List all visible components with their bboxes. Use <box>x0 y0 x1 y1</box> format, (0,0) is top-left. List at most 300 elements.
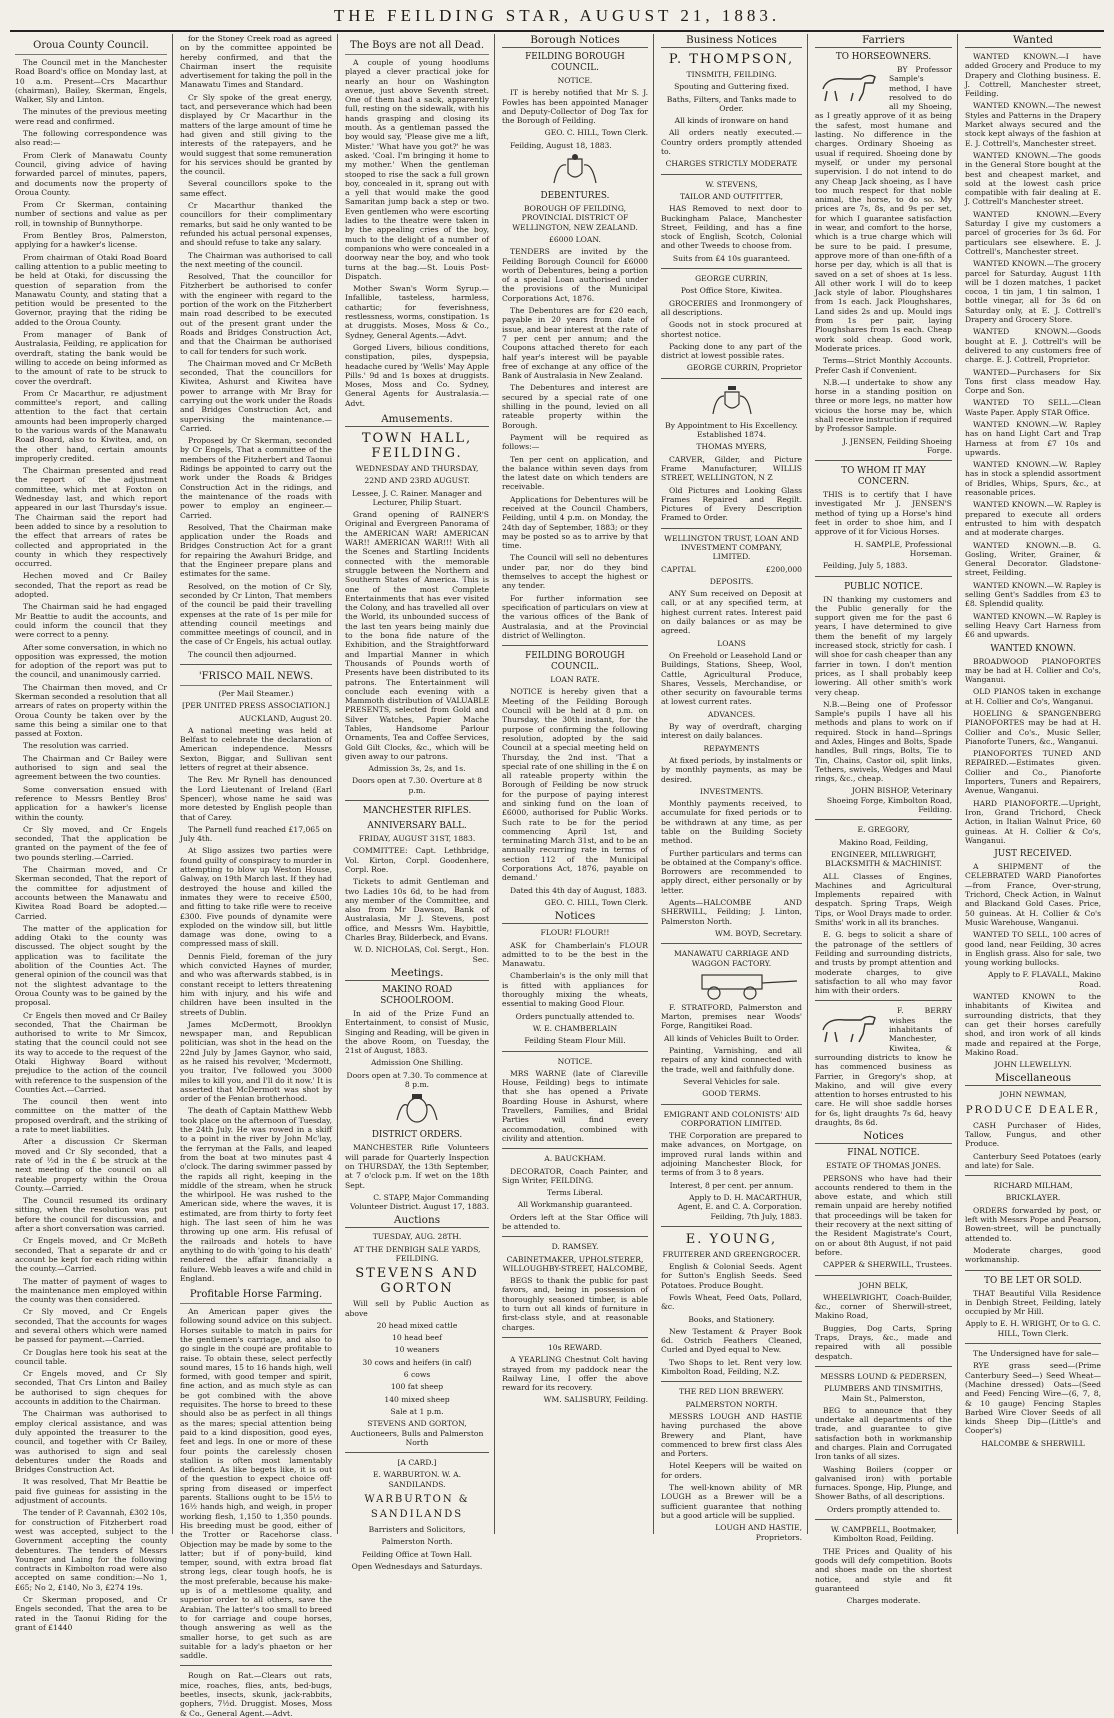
notice-label: NOTICE. <box>557 1056 593 1066</box>
advert-text: The well-known ability of MR LOUGH as a Brewer will be a sufficient guarantee that nothing but a good article will be supplied. <box>661 1483 802 1520</box>
section-label: INVESTMENTS. <box>699 786 764 796</box>
article-body <box>180 1307 332 1660</box>
signature: GEO. C. HILL, Town Clerk. <box>544 128 648 138</box>
advert-text: Agents—HALCOMBE AND SHERWILL, Feilding; J. Linton, Palmerston North. <box>661 898 802 926</box>
advert-text: ANY Sum received on Deposit at call, or at any specified term, at highest current rates. Interest paid on daily balances or as may be agreed. <box>661 589 802 636</box>
paragraph: From Cr Skerman, containing number of sections and value as per roll, in township of Bunnythorpe. <box>15 200 167 228</box>
article-title: Oroua County Council. <box>15 40 167 55</box>
advert-title: 10s REWARD. <box>547 1342 603 1352</box>
advert-text: Buggies, Dog Carts, Spring Traps, Drays, &c., made and repaired with all possible despatch. <box>815 1323 952 1361</box>
signature: CAPPER & SHERWILL, Trustees. <box>823 1260 952 1270</box>
advert-text: OLD PIANOS taken in exchange at H. Collier and Co's, Wanganui. <box>965 687 1101 706</box>
advert-text: Canterbury Seed Potatoes (early and late) for Sale. <box>965 1151 1101 1170</box>
dateline: Feilding, August 18, 1883. <box>510 140 612 150</box>
wanted-ad: WANTED KNOWN.—The goods in the General Store bought at the best and cheapest market, and sold at the lowest cash price compatible with fair dealing at E. J. Cottrell's Manchester street. <box>965 150 1101 207</box>
article-body <box>345 58 489 408</box>
article-body <box>15 58 167 1632</box>
paragraph: After some conversation, in which no opposition was expressed, the motion for adoption of the report was put to the council, and unanimously carried. <box>15 642 167 680</box>
signature: JOHN LLEWELLYN. <box>994 1060 1072 1070</box>
signature: GEORGE CURRIN, Proprietor <box>686 363 802 373</box>
advert-text: N.B.—I undertake to show any horse in a standing position on three or more legs, no matter how vicious the horse may be, which shall receive instruction if required by Professor Sample. <box>815 377 952 434</box>
advert-text: A SHIPMENT of the CELEBRATED WARD Pianofortes—from France, Over-strung, Trichord, Check Action, in Walnut and Blackand Gold Cases. Price, 50 guineas. At H. Collier & Co's Music Warehouse, Wanganui. <box>965 862 1101 927</box>
advert-text: Several Vehicles for sale. <box>683 1076 780 1086</box>
advert-subtitle: BOROUGH OF FEILDING, PROVINCIAL DISTRICT OF WELLINGTON, NEW ZEALAND. <box>512 204 638 232</box>
advert-text: WHEELWRIGHT, Coach-Builder, &c., corner of Sherwill-street, Makino Road, <box>815 1292 952 1321</box>
advert-subtitle: PRODUCE DEALER, <box>965 1104 1101 1116</box>
paragraph: From chairman of Otaki Road Board calling attention to a public meeting to be held at Otaki, for discussing the question of separation from the Manawatu County, and stating that a petition would be presented to the Governor, praying that the riding be added to the Oroua County. <box>15 252 167 327</box>
paragraph: At Sligo assizes two parties were found guilty of conspiracy to murder in attempting to blow up Weston House, Galway, on 19th March last. If they had destroyed the house and killed the inmates they were to receive £500, and fitting to take rifle were to receive £300. Five pounds of dynamite were exploded on the window sill, but little damage was done, owing to a compressed mass of skill. <box>180 846 332 949</box>
advert-text: THIS is to certify that I have investigated Mr J. JENSEN'S method of tying up a Horse's hind feet in order to shoe him, and I approve of it for Vicious Horses. <box>815 490 952 537</box>
advert-title: JOHN NEWMAN, <box>999 1090 1067 1100</box>
wanted-ad: WANTED KNOWN.—Goods bought at E. J. Cottrell's will be delivered to any customers free of charge. E. J. Cottrell, Proprietor. <box>965 327 1101 365</box>
paragraph: The Chairman was authorised to call the next meeting of the council. <box>180 250 332 269</box>
advert-text: Baths, Filters, and Tanks made to Order. <box>666 94 797 113</box>
paragraph: Cr Skerman proposed, and Cr Engels seconded, That the area to be rated in the Taonui Riding for the grant of £1440 <box>15 1595 167 1632</box>
signature: WM. SALISBURY, Feilding. <box>543 1395 648 1405</box>
dateline: AUCKLAND, August 20. <box>239 713 332 723</box>
advert-text: CASH Purchaser of Hides, Tallow, Fungus, and other Produce. <box>965 1120 1101 1149</box>
lot-item: 10 weaners <box>394 1345 440 1355</box>
event-days: WEDNESDAY AND THURSDAY, <box>355 463 479 473</box>
lot-item: 140 mixed sheep <box>384 1394 450 1404</box>
auctioneer-name: STEVENS AND GORTON <box>355 1266 479 1297</box>
advert-text: IN thanking my customers and the Public generally for the support given me for the past 6 years, I have determined to give them the benefit of my largely increased stock, strictly for cash. I will shoe for cash cheaper than any farrier in town. I don't mention prices, as I shall probably keep lowering. All other smith's work very cheap. <box>815 594 952 697</box>
advert-text: MESSRS LOUGH AND HASTIE having purchased the above Brewery and Plant, have commenced to brew first class Ales and Porters. <box>661 1411 802 1459</box>
advert-title: DISTRICT ORDERS. <box>371 1130 463 1141</box>
wanted-ad: WANTED KNOWN.—W. Rapley is selling Heavy Cart Harness from £6 and upwards. <box>965 611 1101 640</box>
coat-of-arms-icon <box>550 153 600 187</box>
advert-title: MAKINO ROAD SCHOOLROOM. <box>380 984 454 1006</box>
admission-line: Admission One Shilling. <box>370 1058 464 1068</box>
advert-text: Orders punctually attended to. <box>515 1011 635 1021</box>
carriage-icon <box>662 971 802 1001</box>
paragraph: The Debentures and interest are secured by a special rate of one shilling in the pound, levied on all rateable property within the Borough. <box>502 383 648 430</box>
paragraph: Some conversation ensued with reference to Messrs Bentley Bros' application for a hawker's license within the county. <box>15 784 167 822</box>
auction-venue: AT THE DENBIGH SALE YARDS, FEILDING. <box>353 1244 481 1263</box>
article-title: Profitable Horse Farming. <box>180 1289 332 1304</box>
sale-time: Sale at 1 p.m. <box>390 1406 444 1416</box>
capital-line <box>661 565 802 574</box>
paragraph: Cr Engels then moved and Cr Bailey seconded, That the Chairman be authorised to write to Mr Simcox, stating that the council could not see its way to accede to the request of the Otaki Highway Board without prejudice to the action of the council with reference to the suspension of the Counties Act.—Carried. <box>15 1010 167 1094</box>
advert-title: W. CAMPBELL, Bootmaker, Kimbolton Road, Feilding. <box>830 1525 937 1544</box>
paragraph: After a discussion Cr Skerman moved and Cr Sly seconded, that a rate of ½d in the £ be struck at the next meeting of the council on all rateable property within the Oroua County.—Carried. <box>15 1137 167 1193</box>
paragraph: A couple of young hoodlums played a clever practical joke for nearly an hour on Washington avenue, just above Seventh street. One of them had a sack, apparently full, resting on the sidewalk, with his hands grasping and closing its mouth. As a gentleman passed the boy would say, 'Please give me a lift, Mister.' 'What have you got?' he was asked. 'Coal. I'm bringing it home to my mother.' When the gentleman stooped to rise the sack a full grown boy, concealed in it, sprang out with a yell that would make the good Samaritan jump back a step or two. Even gentlemen who were escorting ladies to the theatre were taken in by the appealing cries of the boy, much to the delight of a number of companions who were concealed in a doorway near the boy, and who took turns at the bag.—St. Louis Post-Dispatch. <box>345 58 489 281</box>
advert-text: Goods not in stock procured at shortest notice. <box>661 320 802 339</box>
advert-text: Terms Liberal. <box>547 1188 603 1198</box>
advert-title: TO BE LET OR SOLD. <box>984 1275 1082 1286</box>
advert-text: Two Shops to let. Rent very low. Kimbolton Road, Feilding, N.Z. <box>661 1357 802 1377</box>
advert-subtitle: PALMERSTON NORTH. <box>685 1399 778 1409</box>
article-body <box>180 34 332 659</box>
paragraph: The council then adjourned. <box>188 649 297 659</box>
advert-text: IT is hereby notified that Mr S. J. Fowles has been appointed Manager and Deputy-Collector of Dog Tax for the Borough of Feilding. <box>502 88 648 126</box>
paragraph: The Debentures are for £20 each, payable in 20 years from date of issue, and bear interest at the rate of 7 per cent per annum; and the Coupons attached thereto for each half year's interest will be payable free of exchange at any office of the Bank of Australasia in New Zealand. <box>502 306 648 381</box>
paragraph: The matter of payment of wages to the maintenance men employed within the county was then considered. <box>15 1276 167 1305</box>
advert-text: WANTED TO SELL, 100 acres of good land, near Feilding, 30 acres in English grass. Also for sale, two young working bullocks. <box>965 930 1101 968</box>
advert-text: DECORATOR, Coach Painter, and Sign Writer, FEILDING. <box>502 1166 648 1185</box>
partner-names: E. WARBURTON. W. A. SANDILANDS. <box>372 1470 462 1489</box>
advert-text: RYE grass seed—(Prime Canterbury Seed—) Seed Wheat—(Machine dressed) Oats—(Seed and Feed) Fencing Wire—(6, 7, 8, & 10 gauge) Fencing Staples Barbed Wire Clover Seeds of all kinds Sheep Dip—(Little's and Cooper's) <box>965 1361 1101 1436</box>
advert-text: COMMITTEE: Capt. Lethbridge, Vol. Kirton, Corpl. Goodenhere, Corpl. Roe. <box>345 846 489 874</box>
advert-subtitle: CABINETMAKER, UPHOLSTERER, WILLOUGHBY-STREET, HALCOMBE, <box>502 1254 648 1273</box>
advert-text: Further particulars and terms can be obtained at the Company's office. Borrowers are recommended to apply direct, either personally or by letter. <box>661 848 802 895</box>
advert-title: EMIGRANT AND COLONISTS' AID CORPORATION LIMITED. <box>663 1109 800 1128</box>
advert-subtitle: PLUMBERS AND TINSMITHS, Main St., Palmerston, <box>824 1384 943 1403</box>
advert-text: Chamberlain's is the only mill that is fitted with appliances for thoroughly mixing the wheats, essential to making Good Flour. <box>502 971 648 1009</box>
advert-text: A YEARLING Chestnut Colt having strayed from my paddock near the Railway Line, I offer the above reward for its recovery. <box>502 1355 648 1393</box>
section-heading: Amusements. <box>345 413 489 427</box>
advert-title: WELLINGTON TRUST, LOAN AND INVESTMENT COMPANY, LIMITED. <box>664 533 799 562</box>
advert-text: All Workmanship guaranteed. <box>517 1200 633 1210</box>
advert-text: Rough on Rat.—Clears out rats, mice, roaches, flies, ants, bed-bugs, beetles, insects, skunk, jack-rabbits, gophers, 7½d. Druggist. Moses, Moss & Co., General Agent.—Advt. <box>180 1671 332 1718</box>
advert-text: Fowls Wheat, Feed Oats, Pollard, &c. <box>661 1292 802 1312</box>
subtitle: (Per Mail Steamer.) <box>218 689 294 698</box>
signature: HALCOMBE & SHERWILL <box>981 1438 1085 1448</box>
paragraph: The death of Captain Matthew Webb took place on the afternoon of Tuesday, the 24th July. He was rowed in a skiff to a point in the river by John Mc'lay, the ferryman at the Falls, and leaped from the boat at two minutes past 4 o'clock. The daring swimmer passed by the rapids all right, keeping in the middle of the stream, when he struck the whirlpool. He was rushed to the American side, where the waves, it is estimated, are from thirty to forty feet high. The last seen of him he was throwing up one arm. His refusal of the railroads and hotels to have anything to do with 'going to his death' rendered the affair financially a failure. Webb leaves a wife and child in England. <box>180 1106 332 1283</box>
paragraph: Resolved, That the Chairman make application under the Roads and Bridges Construction Act for a grant for repairing the Awahuri Bridge, and that the Engineer prepare plans and estimates for the same. <box>180 522 332 579</box>
advert-title: FEILDING BOROUGH COUNCIL. <box>525 651 625 673</box>
paragraph: The Council will sell no debentures under par, nor do they bind themselves to accept the highest or any tender. <box>502 553 648 591</box>
advert-subtitle: ESTATE OF THOMAS JONES. <box>826 1161 941 1171</box>
advert-text: All kinds of ironware on hand <box>674 116 789 126</box>
advert-subtitle: TINSMITH, FEILDING. <box>686 70 777 79</box>
paragraph: Cr Sly moved, and Cr Engels seconded, That the application be granted on the payment of the fee of two pounds sterling.—Carried. <box>15 824 167 862</box>
wanted-list <box>965 52 1101 640</box>
advert-subtitle: ENGINEER, MILLWRIGHT, BLACKSMITH & MACHINIST. <box>825 849 942 869</box>
advert-title: W. STEVENS, <box>705 179 758 189</box>
wanted-ad: WANTED KNOWN.—Every Saturday I give my customers a parcel of groceries for 3s 6d. For particulars see elsewhere. E. J. Cottrell's, Manchester street. <box>965 209 1101 256</box>
lot-list <box>345 1321 489 1404</box>
wanted-ad: WANTED KNOWN.—B. G. Gosling, Writer, Grainer, & General Decorator. Gladstone-street, Feilding. <box>965 540 1101 578</box>
paragraph: The Council resumed its ordinary sitting, when the resolution was put before the council for discussion, and after a short conversation was carried. <box>15 1196 167 1234</box>
paragraph: Applications for Debentures will be received at the Council Chambers, Feilding, until 4 p.m. on Monday, the 24th day of September, 1883; or they may be posted so as to arrive by that time. <box>502 494 648 551</box>
advert-title: PUBLIC NOTICE. <box>844 581 923 592</box>
signature: H. SAMPLE, Professional Horseman. <box>854 539 952 558</box>
paragraph: The resolution was carried. <box>23 741 129 751</box>
advert-text: Monthly payments received, to accumulate for fixed periods or to be withdrawn at any time, as per table on the Building Society method. <box>661 799 802 846</box>
paragraph: The Chairman said he had engaged Mr Beattie to audit the accounts, and could inform the council that they were correct to a penny. <box>15 602 167 640</box>
advert-text: Suits from £4 10s guaranteed. <box>672 253 791 263</box>
advert-text: HARD PIANOFORTE.—Upright, Iron, Grand Trichord, Check Action, in Italian Walnut Price, 60 guineas. At H. Collier & Co's, Wanganui. <box>965 798 1101 845</box>
notice-label: NOTICE. <box>557 76 593 85</box>
paragraph: The Chairman moved and Cr McBeth seconded, That the councillors for Kiwitea, Ashurst and Kiwitea have power to arrange with Mr Bray for carrying out the work under the Roads and Bridges Construction Act, and supervising the maintenance.—Carried. <box>180 358 332 433</box>
wanted-ad: WANTED KNOWN.—The newest Styles and Patterns in the Drapery Market always secured and the stock kept always of the fashion at E. J. Cottrell's, Manchester street. <box>965 101 1101 148</box>
advert-text: MANCHESTER Rifle Volunteers will parade for Quarterly Inspection on THURSDAY, the 13th September, at 7 o'clock p.m. If wet on the 18th Sept. <box>345 1143 489 1190</box>
event-date: FRIDAY, AUGUST 31ST, 1883. <box>358 834 476 844</box>
advert-text: NOTICE is hereby given that a Meeting of the Feilding Borough Council will be held at 8 p.m. on Thursday, the 30th instant, for the purpose of confirming the following resolution, adopted by the said Council at a special meeting held on Thursday, the 2nd inst. 'That a special rate of one shilling in the £ on all rateable property within the Borough of Feilding be now struck for the purpose of paying interest and sinking fund on the loan of £6000, authorised for Public Works. Such rate to be for the period commencing April 1st, and terminating March 31st, and to be an annually recurring rate in terms of section 112 of the Municipal Corporations Act, 1876, payable on demand.' <box>502 687 648 883</box>
paragraph: The Chairman and Cr Bailey were authorised to sign and seal the agreement between the two counties. <box>15 753 167 782</box>
advert-text: PIANOFORTES TUNED AND REPAIRED.—Estimates given. Collier and Co., Pianoforte Importers, Tuners and Repairers, Avenue, Wanganui. <box>965 749 1101 796</box>
section-heading: Miscellaneous <box>965 1072 1101 1086</box>
signature: Apply to F. FLAVALL, Makino Road. <box>988 970 1101 989</box>
advert-text: BROADWOOD PIANOFORTES may be had at H. Collier and Co's, Wanganui. <box>965 656 1101 685</box>
section-label: DEPOSITS. <box>709 576 754 586</box>
lot-item: 100 fat sheep <box>390 1382 444 1392</box>
section-heading: Business Notices <box>661 34 802 48</box>
paragraph: Mother Swan's Worm Syrup.—Infallible, tasteless, harmless, cathartic; for feverishness, restlessness, worms, constipation. 1s at druggists. Moses, Moss & Co., Sydney, General Agents.—Advt. <box>345 284 489 340</box>
advert-title: TO HORSEOWNERS. <box>835 52 932 62</box>
capital-value: £200,000 <box>765 564 802 574</box>
paragraph: The Chairman was authorised to employ clerical assistance, and was duly appointed the treasurer to the council, and together with Cr Bailey, was authorised to sign and seal debentures under the Roads and Bridges Construction Act. <box>15 1409 167 1475</box>
paragraph: Payment will be required as follows:— <box>502 432 648 452</box>
advert-text: THE Corporation are prepared to make advances, on Mortgage, on improved rural lands within and adjoining Manchester Block, for terms of from 3 to 8 years. <box>661 1131 802 1178</box>
venue-title: TOWN HALL, FEILDING. <box>361 430 473 461</box>
paragraph: Ten per cent on application, and the balance within seven days from the latest date on which tenders are receivable. <box>502 454 648 492</box>
advert-text: By way of overdraft, charging interest on daily balances. <box>661 722 802 741</box>
lot-item: 6 cows <box>403 1370 431 1380</box>
advert-text: Spouting and Guttering fixed. <box>674 82 789 92</box>
paragraph: The Chairman presented and read the report of the adjustment committee, which met at Foxton on Wednesday last, and which report appeared in our last Thursday's issue. The Chairman said the report had been added to since by a resolution to the effect that arrears of rates be collected and appropriated in the county in which they respectively occurred. <box>15 466 167 569</box>
section-label: REPAYMENTS <box>703 743 760 753</box>
wanted-ad: WANTED—Purchasers for Six Tons first class meadow Hay. Corpe and Son. <box>965 367 1101 396</box>
advert-text: On Freehold or Leasehold Land or Buildings, Stations, Sheep, Wool, Cattle, Agricultural Produce, Shares, Vessels, Merchandise, or other security on favourable terms at lowest current rates. <box>661 650 802 707</box>
paragraph: Cr Douglas here took his seat at the council table. <box>15 1347 167 1366</box>
advert-text: Tickets to admit Gentleman and two Ladies 10s 6d, to be had from any member of the Committee, and also from Mr Dawson, Bank of Australasia, Mr J. Stevens, post office, and Messrs Wm. Haybittle, Charles Bray, Bilderbeck, and Evans. <box>345 877 489 943</box>
advert-text: Books, and Stationery. <box>688 1314 775 1324</box>
section-heading: Meetings. <box>345 967 489 981</box>
advert-title: JOHN BELK, <box>858 1280 909 1290</box>
lot-item: 10 head beef <box>392 1333 442 1343</box>
advert-text: ORDERS forwarded by post, or left with Messrs Pope and Pearson, Bowen-street, will be punctually attended to. <box>965 1205 1101 1243</box>
dateline: Feilding, July 5, 1883. <box>823 561 908 571</box>
advert-text: Moderate charges, good workmanship. <box>965 1245 1101 1265</box>
advert-title: MANCHESTER RIFLES. <box>362 806 472 817</box>
firm-role: Barristers and Solicitors, <box>368 1525 466 1535</box>
paragraph: The following correspondence was also read:— <box>15 129 167 148</box>
advert-title: FLOUR! FLOUR!! <box>540 928 610 938</box>
paragraph: The Parnell fund reached £17,065 on July 4th. <box>180 824 332 844</box>
column-7 <box>960 34 1106 1534</box>
horse-icon <box>815 1008 885 1046</box>
advert-body <box>502 247 648 640</box>
advert-text: Old Pictures and Looking Glass Frames Repaired and Regilt. Pictures of Every Description Framed to Order. <box>661 485 802 523</box>
paragraph: An American paper gives the following sound advice on this subject. Horses suitable to match in pairs for the gentlemen's carriage, and also to go single in the coupé are profitable to raise. To obtain these, select perfectly sound mares, 15 to 16 hands high, well formed, with good temper and spirit, fine action, and as much style as can be got combined with the above requisites. The horse to breed to these should also be as perfect in all things as the mares; special attention being paid to a kind disposition, good eyes, feet and legs. In one or more of these four points the carelessly chosen stallion is often most lamentably deficient. As like begets like, it is out of the question to expect choice off-spring from diseased or imperfect parents. Stallions ought to be 15½ to 16½ hands high, and weigh, in proper working flesh, 1,150 to 1,350 pounds. His breeding must be good, either of the Trotter or Racehorse class. Objection may be made by some to the latter; but if of pony-build, kind temper, sound, with extra broad flat strong legs, clear tough hoofs, he is the most preferable, because his make-up is of a mettlesome quality, and superior order to all others, save the Arabian. The latter's too small to breed to for carriage and coupe horses, though answering as well as the smaller horse, to get such as are suitable for a lady's phaeton or her saddle. <box>180 1307 332 1661</box>
advert-text: Packing done to any part of the district at lowest possible rates. <box>661 341 802 361</box>
advert-text: New Testament & Prayer Book 6d. Ostrich Feathers Cleaned, Curled and Dyed equal to New. <box>661 1326 802 1355</box>
paragraph: From Cr Macarthur, re adjustment committee's report, and calling attention to the fact that certain amounts had been improperly charged to the various wards of the Manawatu Road Board, also to Kiwitea, and, on the other hand, certain amounts improperly credited. <box>15 388 167 463</box>
paragraph: The minutes of the previous meeting were read and confirmed. <box>15 107 167 126</box>
lessee-line: Lessee, J. C. Rainer. Manager and Lecturer, Philip Stuart. <box>351 488 483 507</box>
advert-title: FINAL NOTICE. <box>847 1148 920 1159</box>
masthead-title: THE FEILDING STAR, AUGUST 21, 1883. <box>333 6 781 25</box>
paragraph: The tender of P. Cavannah, £302 10s, for construction of Fitzherbert road west was accepted, subject to the Government accepting the county debentures. The tenders of Messrs Younger and Laing for the following contracts in Kimbolton road were also accepted on same condition:—No 1, £65; No 2, £140, No 3, £274 19s. <box>15 1508 167 1592</box>
paragraph: Cr Sly moved, and Cr Engels seconded, That the accounts for wages and several others which were named be passed for payment.—Carried. <box>15 1307 167 1345</box>
advert-text: Grand opening of RAINER'S Original and Evergreen Panorama of the AMERICAN WAR! AMERICAN WAR!! AMERICAN WAR!!! With all the Scenes and Startling Incidents connected with the memorable struggle between the Northern and Southern States of America. This is one of the most Complete Entertainments that has ever visited the Colony, and has travelled all over the World, its unbounded success of the last ten years being mainly due to the bona fide nature of the Exhibition, and the Straightforward and Impartial Manner in which Thousands of Pounds worth of Presents have been distributed to its patrons. The Entertainment will conclude each evening with a Mammoth distribution of VALUABLE PRESENTS, selected from Gold and Silver Watches, Papier Mache Tables, Handsome Parlour Ornaments, Tea and Coffee Services, Gold Gilt Clocks, &c., which will be given away to our patrons. <box>345 510 489 761</box>
column-6 <box>810 34 958 1606</box>
advert-text: BEGS to thank the public for past favors, and, being in possession of thoroughly seasoned timber, is able to turn out all kinds of furniture in first-class style, and at reasonable charges. <box>502 1276 648 1332</box>
advert-subtitle: TAILOR AND OUTFITTER, <box>679 191 784 201</box>
advert-text: English & Colonial Seeds. Agent for Sutton's English Seeds. Seed Potatoes. Produce Bought. <box>661 1262 802 1290</box>
advert-text: GOOD TERMS. <box>702 1089 761 1099</box>
advert-text: Hotel Keepers will be waited on for orders. <box>661 1461 802 1480</box>
wanted-ad: WANTED KNOWN.—The grocery parcel for Saturday, August 11th will be 1 dozen matches, 1 packet cocoa, 1 tin jam, 1 tin salmon, 1 bottle vinegar, all for 3s 6d on Saturday only, at E. J. Cottrell's Drapery and Grocery Store. <box>965 259 1101 325</box>
advert-text: At fixed periods, by instalments or by monthly payments, as may be desired. <box>661 755 802 784</box>
column-5 <box>656 34 808 1542</box>
section-heading: Notices <box>502 910 648 924</box>
wanted-ad: WANTED TO SELL.—Clean Waste Paper. Apply STAR Office. <box>965 398 1101 417</box>
advert-text: E. G. begs to solicit a share of the patronage of the settlers of Feilding and surrounding districts, and trusts by prompt attention and moderate charges, to give satisfaction to all who may favor him with their orders. <box>815 930 952 996</box>
advert-text: HOELING & SPANGENBERG PIANOFORTES may be had at H. Collier and Co's., Music Seller, Pianoforte Tuners, &c., Wanganui. <box>965 709 1101 746</box>
advert-title: P. THOMPSON, <box>668 52 795 67</box>
advert-text: ASK for Chamberlain's FLOUR admitted to to be the best in the Manawatu. <box>502 940 648 969</box>
article-title: 'FRISCO MAIL NEWS. <box>180 671 332 686</box>
paragraph: Hechen moved and Cr Bailey seconded, That the report as read be adopted. <box>15 571 167 600</box>
advert-title: FEILDING BOROUGH COUNCIL. <box>525 52 625 73</box>
signature: W. D. NICHOLAS, Col. Sergt., Hon. Sec. <box>353 945 489 964</box>
section-heading: Auctions <box>345 1214 489 1228</box>
column-3 <box>340 34 495 1571</box>
section-heading: Notices <box>815 1130 952 1144</box>
event-dates: 22ND AND 23RD AUGUST. <box>364 476 470 486</box>
signature: JOHN BISHOP, Veterinary Shoeing Forge, Kimbolton Road, Feilding. <box>826 786 952 815</box>
advert-text: Orders left at the Star Office will be attended to. <box>502 1212 648 1231</box>
signature: C. STAPP, Major Commanding Volunteer District. August 17, 1883. <box>349 1192 489 1212</box>
advert-text: Charges moderate. <box>846 1596 921 1606</box>
paragraph: The Rev. Mr Rynell has denounced the Lord Lieutenant of Ireland (Earl Spencer), whose name he said was more detested by English people than that of Carey. <box>180 775 332 822</box>
advert-text: Terms—Strict Monthly Accounts. Prefer Cash if Convenient. <box>815 356 952 375</box>
paragraph: The council then went into committee on the matter of the proposed overdraft, and the striking of a rate to meet liabilities. <box>15 1097 167 1135</box>
royal-arms-icon <box>707 384 757 418</box>
advert-title: GEORGE CURRIN, <box>695 274 768 284</box>
column-2 <box>175 34 338 1718</box>
paragraph: The Council met in the Manchester Road Board's office on Monday last, at 10 a.m. Present—Crs Macarthur (chairman), Bailey, Skerman, Engels, Walker, Sly and Linton. <box>15 58 167 105</box>
advert-text: Orders promptly attended to. <box>826 1504 940 1514</box>
wanted-ad: WANTED KNOWN.—W. Rapley is selling Gent's Saddles from £3 to £8. Splendid quality. <box>965 580 1101 609</box>
paragraph: Gorged Livers, bilious conditions, constipation, piles, dyspepsia, headache cured by 'Wells' May Apple Pills.' 9d and 1s boxes at druggists. Moses, Moss and Co. Sydney, General Agents for Australasia.—Advt. <box>345 342 489 408</box>
wanted-ad: WANTED KNOWN.—W. Rapley is prepared to execute all orders entrusted to him with despatch and at moderate charges. <box>965 500 1101 538</box>
wanted-ad: WANTED KNOWN.—W. Rapley has in stock a splendid assortment of Bridles, Whips, Spurs, &c., at reasonable prices. <box>965 460 1101 498</box>
column-4 <box>497 34 654 1534</box>
advert-title: THOMAS MYERS, <box>696 442 767 452</box>
advert-text: THAT Beautiful Villa Residence in Denbigh Street, Feilding, lately occupied by Mr Hill. <box>965 1288 1101 1317</box>
advert-text: All kinds of Vehicles Built to Order. <box>664 1033 799 1043</box>
notice-label: LOAN RATE. <box>550 675 600 685</box>
paragraph: The matter of the application for adding Otaki to the county was discussed. The object sought by the application was to facilitate the abolition of the Counties Act. The general opinion of the council was that not the slightest advantage to the Oroua County was to be gained by the proposal. <box>15 923 167 1008</box>
advert-subtitle: Makino Road, Feilding, <box>838 837 929 847</box>
firm-hours: Open Wednesdays and Saturdays. <box>351 1561 483 1571</box>
paragraph: The Chairman then moved, and Cr Skerman seconded a resolution that all arrears of rates on property within the Oroua County be taken over by the same this being a similar one to that passed at Foxton. <box>15 682 167 739</box>
signature: GEO. C. HILL, Town Clerk. <box>544 897 648 907</box>
section-label: ADVANCES. <box>707 709 756 719</box>
paragraph: for the Stoney Creek road as agreed on by the committee appointed be hereby confirmed, and that the Chairman insert the requisite advertisement for taking the poll in the Manawatu Times and Standard. <box>180 34 332 90</box>
advert-subtitle: By Appointment to His Excellency. Established 1874. <box>665 420 798 440</box>
paragraph: The Chairman moved, and Cr Skerman seconded, That the report of the committee for adjustment of accounts between the Manawatu and Kiwitea Road Board be adopted.—Carried. <box>15 865 167 921</box>
advert-title: MESSRS LOUND & PEDERSEN, <box>820 1371 947 1381</box>
advert-text: F. BERRY wishes the inhabitants of Manchester, Kiwitea, & surrounding districts to know he has commenced business as Farrier, in Gregory's shop, at Makino, and will give every attention to horses entrusted to his care. He will shoe saddle horses for 6s, light draughts 7s 6d, heavy draughts, 8s 6d. <box>815 1006 952 1127</box>
signature: WM. BOYD, Secretary. <box>715 928 802 938</box>
advert-subtitle: FRUITERER AND GREENGROCER. <box>662 1249 801 1259</box>
section-heading: Farriers <box>815 34 952 48</box>
advert-text: The Undersigned have for sale— <box>973 1349 1099 1359</box>
advert-subtitle: Post Office Store, Kiwitea. <box>680 286 783 296</box>
admission-line: Admission 3s, 2s, and 1s. <box>368 764 466 774</box>
advert-text: CHARGES STRICTLY MODERATE <box>665 159 798 169</box>
advert-text: All orders neatly executed.—Country orders promptly attended to. <box>661 128 802 157</box>
paragraph: Resolved, on the motion of Cr Sly, seconded by Cr Linton, That members of the council be paid their travelling expenses at the rate of 1s per mile for attending council meetings and committee meetings of council, and in the case of Cr Engels, his actual outlay. <box>180 581 332 647</box>
loan-amount: £6000 LOAN. <box>549 234 601 244</box>
advert-title: WANTED KNOWN. <box>990 643 1076 654</box>
section-label: LOANS <box>717 638 746 648</box>
advert-text: N.B.—Being one of Professor Sample's pupils I have all his methods and plans to work on if required. Stock in hand—Springs and Axles, Hinges and Bolts, Spade handles, Bull rings, Bolts, Tie to Tin, Chains, Castor oil, split links, Tethers, swivels, Wedges and Maul rings, &c., cheap. <box>815 699 952 784</box>
paragraph: From Clerk of Manawatu County Council, giving advice of having forwarded parcel of minutes, papers, and documents now the property of Oroua County. <box>15 150 167 197</box>
advert-title: ANNIVERSARY BALL. <box>367 821 467 832</box>
signature: LOUGH AND HASTIE, Proprietors. <box>715 1523 802 1542</box>
advert-text: Interest, 8 per cent. per annum. <box>669 1180 794 1190</box>
paragraph: From Bentley Bros, Palmerston, applying for a hawker's license. <box>15 231 167 250</box>
advert-text: Will sell by Public Auction as above <box>345 1299 489 1318</box>
paragraph: It was resolved, That Mr Beattie be paid five guineas for assisting in the adjustment of accounts. <box>15 1477 167 1506</box>
column-1 <box>10 34 173 1632</box>
advert-title: THE RED LION BREWERY. <box>679 1387 784 1397</box>
lot-item: 30 cows and heifers (in calf) <box>362 1357 472 1367</box>
paragraph: Cr Sly spoke of the great energy, tact, and perseverance which had been displayed by Cr Macarthur in the matters of the large amount of time he had given and still giving to the interests of the ratepayers, and he would suggest that some remuneration for his services should be granted by the council. <box>180 92 332 177</box>
advert-title: JUST RECEIVED. <box>994 849 1072 860</box>
advert-text: Feilding Steam Flour Mill. <box>524 1036 626 1046</box>
advert-text: HAS Removed to next door to Buckingham Palace, Manchester Street, Feilding, and has a fine stock of English, Scotch, Colonial and other Tweeds to choose from. <box>661 204 802 251</box>
advert-text: ALL Classes of Engines, Machines and Agricultural Implements repaired with despatch. Spring Traps, Weigh Tips, or Wool Drays made to order. Smiths' work in all its branches. <box>815 871 952 928</box>
advert-text: In aid of the Prize Fund an Entertainment, to consist of Music, Singing and Reading, will be given in the above Room, on Tuesday, the 21st of August, 1883. <box>345 1008 489 1056</box>
firm-office: Feilding Office at Town Hall. <box>361 1549 473 1559</box>
firm-place: Palmerston North. <box>381 1537 453 1547</box>
dateline: Dated this 4th day of August, 1883. <box>510 885 647 895</box>
auction-date: TUESDAY, AUG. 28TH. <box>372 1232 462 1242</box>
paragraph: TENDERS are invited by the Feilding Borough Council for £6000 worth of Debentures, being a portion of a special Loan authorised under the provisions of the Municipal Corporations Act, 1876. <box>502 247 648 303</box>
section-heading: Borough Notices <box>502 34 648 48</box>
advert-title: D. RAMSEY. <box>551 1242 599 1252</box>
advert-subtitle: BRICKLAYER. <box>1005 1193 1061 1203</box>
advert-text: F. STRATFORD, Palmerston and Marton, premises near Woods' Forge, Rangitikei Road. <box>661 1002 802 1031</box>
firm-name: WARBURTON & SANDILANDS <box>364 1494 470 1521</box>
advert-text: Painting, Varnishing, and all repairs of any kind connected with the trade, well and faithfully done. <box>661 1046 802 1074</box>
advert-title: DEBENTURES. <box>540 191 610 202</box>
section-heading: Wanted <box>965 34 1101 48</box>
signature: Apply to E. H. WRIGHT, Or to G. C. HILL, Town Clerk. <box>965 1319 1101 1338</box>
advert-text: Washing Boilers (copper or galvanised iron) with portable furnaces. Sponge, Hip, Plunge, and Shower Baths, of all descriptions. <box>815 1464 952 1502</box>
article-title: The Boys are not all Dead. <box>345 40 489 55</box>
advert-title: RICHARD MILHAM, <box>993 1181 1073 1191</box>
card-label: [A CARD.] <box>397 1458 437 1468</box>
article-body <box>180 726 332 1283</box>
advert-text: GROCERIES and Ironmongery of all descriptions. <box>661 298 802 317</box>
paragraph: James McDermott, Brooklyn newspaper man, and Republican politician, was shot in the head on the 22nd July by James Gaynor, who said, as he raised his revolver, 'Mcdermott, you traitor, I've followed you 3000 miles to kill you, and I'll do it now.' It is asserted that McDermott was shot by order of the Fenian brotherhood. <box>180 1019 332 1104</box>
signature: J. JENSEN, Feilding Shoeing Forge. <box>842 436 952 455</box>
advert-text: MRS WARNE (late of Clareville House, Feilding) begs to intimate that she has opened a Private Boarding House in Ashurst, where Travellers, Families, and Bridal Parties will find every accommodation, combined with civility and attention. <box>502 1068 648 1143</box>
advert-title: MANAWATU CARRIAGE AND WAGGON FACTORY. <box>674 949 789 968</box>
horse-icon <box>815 67 885 105</box>
signature: W. E. CHAMBERLAIN <box>532 1023 618 1033</box>
agency-line: [PER UNITED PRESS ASSOCIATION.] <box>182 701 330 711</box>
paragraph: Cr Macarthur thanked the councillors for their complimentary remarks, but said he only wanted to be refunded his actual personal expenses, and should refuse to take any salary. <box>180 201 332 248</box>
paragraph: Cr Engels moved, and Cr McBeth seconded, That a separate dr and cr account be kept for each riding within the county.—Carried. <box>15 1236 167 1274</box>
lot-item: 20 head mixed cattle <box>376 1320 458 1330</box>
paragraph: A national meeting was held at Belfast to celebrate the declaration of American independence. Messrs Sexton, Biggar, and Sullivan sent letters of regret at their absence. <box>180 725 332 773</box>
royal-crest-icon <box>392 1092 442 1126</box>
signature: STEVENS AND GORTON, Auctioneers, Bulls and Palmerston North <box>350 1419 484 1447</box>
paragraph: Cr Engels moved, and Cr Sly seconded, That Crs Linton and Bailey be authorised to sign cheques for accounts in addition to the Chairman. <box>15 1369 167 1407</box>
doors-line: Doors open at 7.30. Overture at 8 p.m. <box>351 776 483 795</box>
advert-text: THE Prices and Quality of his goods will defy competition. Boots and shoes made on the shortest notice, and style and fit guaranteed <box>815 1546 952 1593</box>
advert-title: E. YOUNG, <box>685 1231 778 1247</box>
paragraph: For further information see specification of particulars on view at the various offices of the Bank of Australasia, and at the Provincial district of Wellington. <box>502 593 648 640</box>
masthead <box>10 6 1104 32</box>
advert-text: CARVER, Gilder, and Picture Frame Manufacturer, WILLIS STREET, WELLINGTON, N Z <box>661 454 802 483</box>
paragraph: Several councillors spoke to the same effect. <box>180 179 332 198</box>
signature: Apply to D. H. MACARTHUR, Agent, E. and C. A. Corporation. Feilding, 7th July, 1883. <box>677 1192 802 1221</box>
paragraph: From manager of Bank of Australasia, Feilding, re application for overdraft, stating the bank would be willing to accede on being informed as to the amount of rate to be struck to cover the overdraft. <box>15 330 167 386</box>
advert-text: BY Professor Sample's method, I have resolved to do all my Shoeing, as I greatly approve of it as being the safest, most humane and lasting. No difference in the charges. Ordinary Shoeing as usual if required. Shoeing done by myself, or under my personal supervision. I do not intend to do any Cheap Jack shoeing, as I have too much respect for that noble animal, the horse, to do so. My prices are 7s, 8s, and 9s per set, for which I guarantee satisfaction in wear, and comfort to the horse, which is a true charge which will be sure to be paid. I presume, approve more of than one-fifth of a horse per day, which is all that is saved on a set of shoes at 1s less. All other work I will do to keep Jack style of labor. Ploughshares from 1s each. Jack Ploughshares, Land sides 2s and up. Mould ings from 1s per pair, laying Ploughshares from 1s each. Cheap work sold cheap. Good work, Moderate prices. <box>815 65 952 353</box>
paragraph: Resolved, That the councillor for Fitzherbert be authorised to confer with the engineer with regard to the portion of the work on the Fitzherbert main road described to be executed out of the present grant under the Roads and Bridges Construction Act, and that the Chairman be authorised to call for tenders for such work. <box>180 272 332 356</box>
wanted-ad: WANTED KNOWN.—W. Rapley has on hand Light Cart and Trap Harness at from £7 10s and upwards. <box>965 419 1101 457</box>
